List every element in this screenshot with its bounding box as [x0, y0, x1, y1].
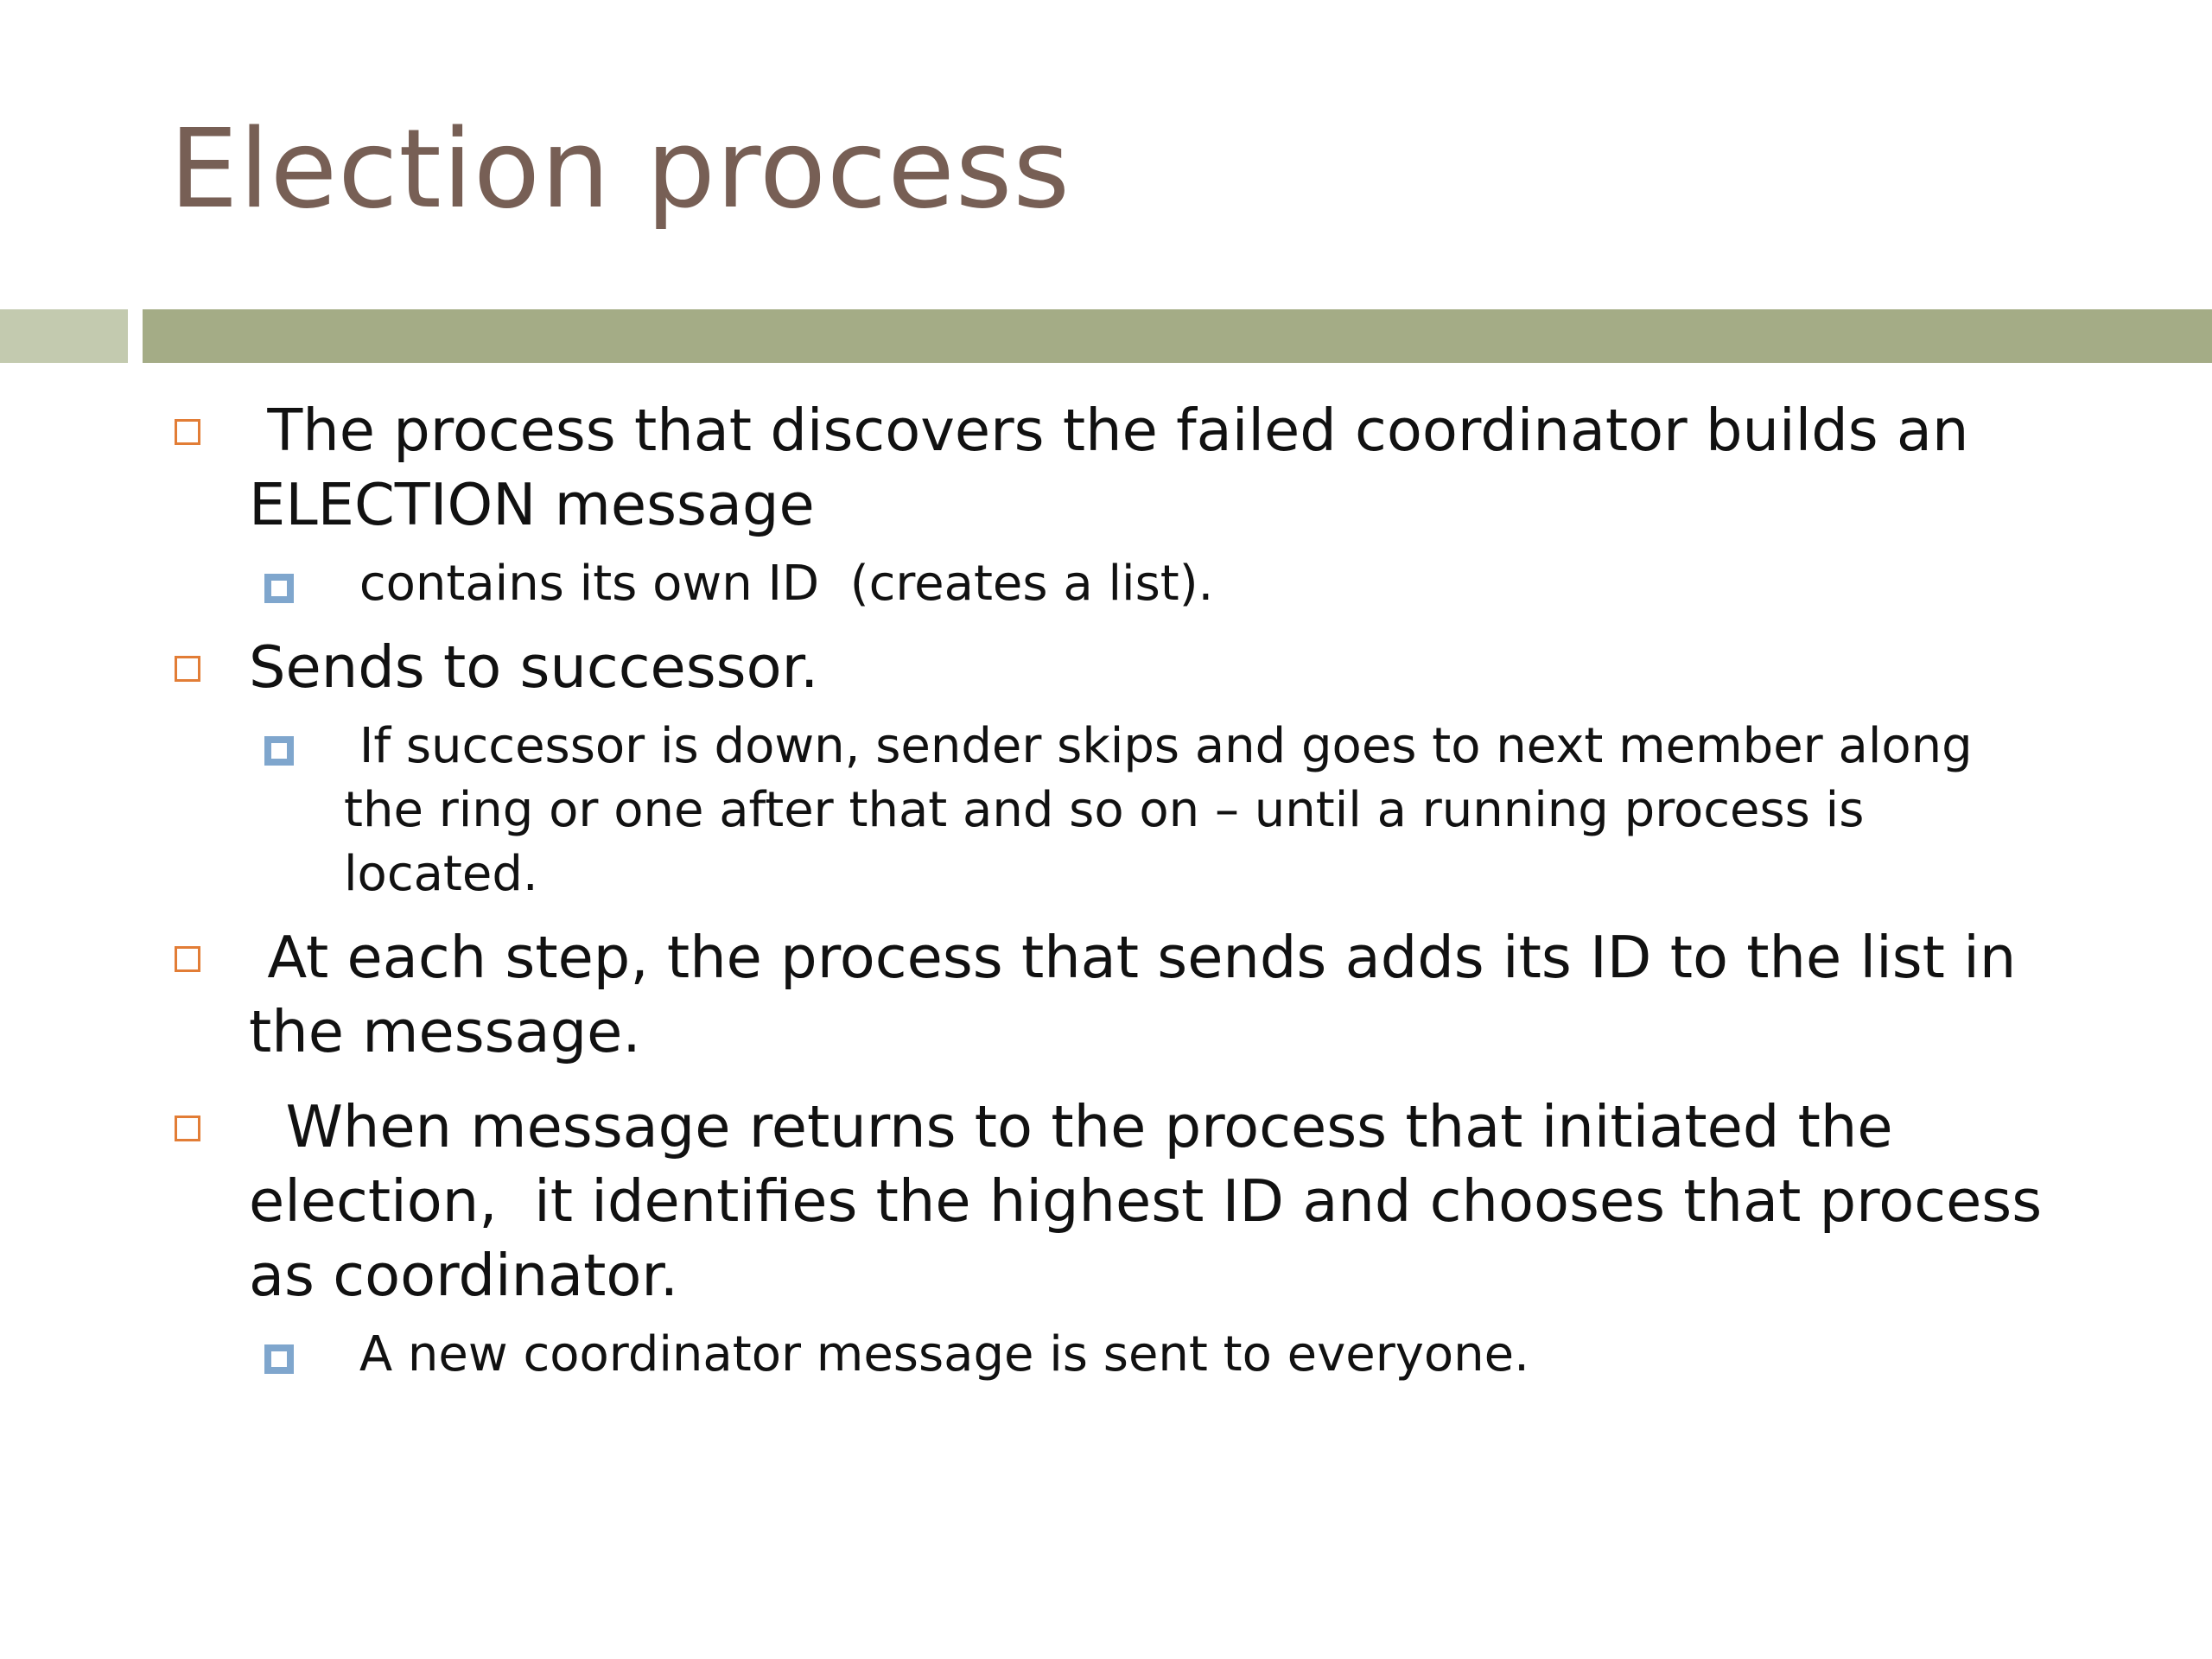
hollow-square-bullet-icon [175, 946, 200, 972]
bullet-text: Sends to successor. [249, 633, 819, 701]
hollow-square-bullet-icon [175, 1116, 200, 1141]
bullet-item [169, 630, 2105, 704]
sub-bullet-item [169, 1323, 2105, 1387]
filled-square-bullet-icon [264, 1344, 294, 1374]
bullet-text: The process that discovers the failed coordinator builds an ELECTION message [249, 397, 1987, 538]
bullet-text: When message returns to the process that initiated the election, it identifies the highest ID and chooses that process as coordinator. [249, 1093, 2061, 1309]
filled-square-bullet-icon [264, 574, 294, 603]
sub-bullet-item [169, 552, 2105, 616]
slide-title: Election process [169, 105, 1071, 232]
slide-body [169, 393, 2105, 1387]
filled-square-bullet-icon [264, 736, 294, 766]
sub-bullet-text: If successor is down, sender skips and goes to next member along the ring or one after that and so on – until a running process is located. [344, 718, 1988, 902]
sub-bullet-text: A new coordinator message is sent to everyone. [344, 1326, 1529, 1382]
title-rule-bar [143, 309, 2212, 363]
title-rule-accent [0, 309, 128, 363]
hollow-square-bullet-icon [175, 419, 200, 445]
sub-bullet-text: contains its own ID (creates a list). [344, 556, 1214, 612]
hollow-square-bullet-icon [175, 656, 200, 682]
sub-bullet-item [169, 715, 2105, 906]
bullet-text: At each step, the process that sends adds its ID to the list in the message. [249, 924, 2035, 1065]
bullet-item [169, 393, 2105, 542]
bullet-item [169, 1090, 2105, 1313]
bullet-item [169, 920, 2105, 1069]
